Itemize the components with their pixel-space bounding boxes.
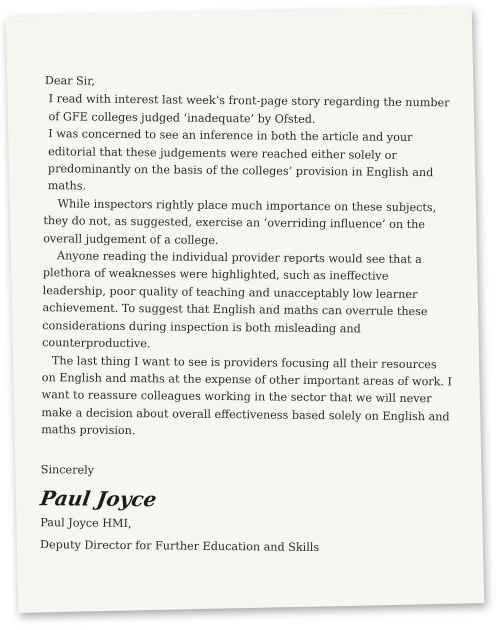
paragraph-5: The last thing I want to see is providers focusing all their resources on English and maths at the expense of other important areas of work. I want to reassure colleagues working in the sector that we will never make a decision about overall effectiveness based solely on English and maths provision.	[41, 353, 453, 438]
handwritten-signature: Paul Joyce	[38, 486, 159, 512]
letter-body	[40, 72, 457, 557]
paragraph-2: I was concerned to see an inference in both the article and your editorial that these judgements were reached either solely or predominantly on the basis of the colleges’ provision in English and maths.	[47, 127, 434, 194]
paragraph-1: I read with interest last week’s front-page story regarding the number of GFE colleges judged ‘inadequate’ by Ofsted.	[48, 92, 450, 126]
letter-sheet	[6, 7, 484, 613]
salutation: Dear Sir,	[44, 74, 96, 88]
signer-name: Paul Joyce HMI,	[40, 516, 132, 531]
closing: Sincerely	[40, 462, 95, 477]
paragraph-3: While inspectors rightly place much importance on these subjects, they do not, as suggested, exercise an ‘overriding influence’ on the overall judgement of a college.	[43, 197, 437, 247]
paragraph-4: Anyone reading the individual provider reports would see that a plethora of weaknesses were highlighted, such as ineffective leadership, poor quality of teaching and unacceptably low learner achievement. To suggest that English and maths can overrule these considerations during inspection is both misleading and counterproductive.	[42, 249, 428, 351]
signer-title: Deputy Director for Further Education and Skills	[39, 537, 320, 554]
